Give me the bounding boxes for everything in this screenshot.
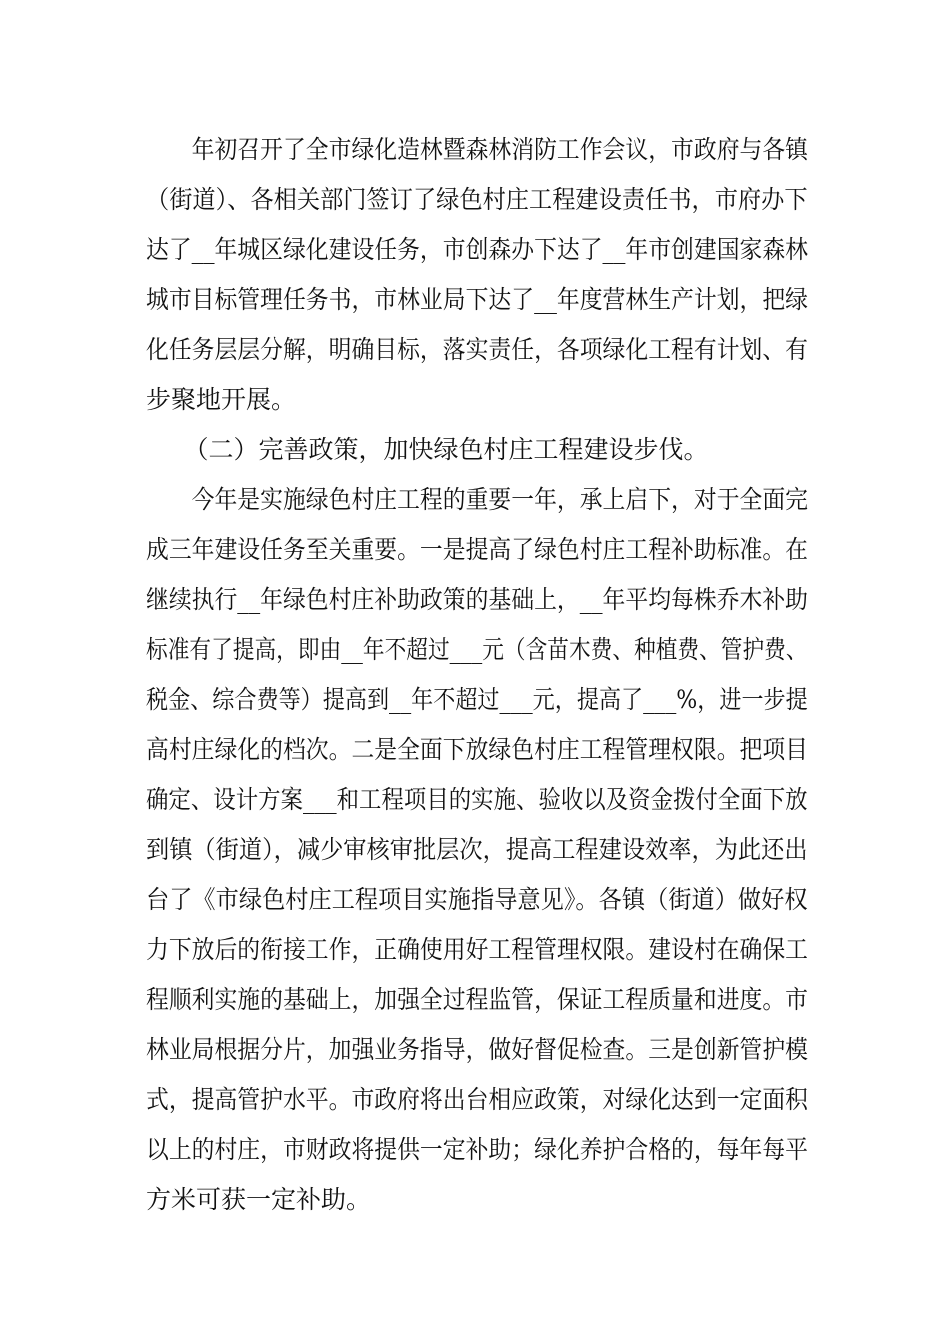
text-line: 年初召开了全市绿化造林暨森林消防工作会议，市政府与各镇 [146,135,809,164]
text-line: 程顺利实施的基础上，加强全过程监管，保证工程质量和进度。市 [146,985,809,1014]
text-line: 达了__年城区绿化建设任务，市创森办下达了__年市创建国家森林 [146,235,809,264]
text-line: 方米可获一定补助。 [146,1185,372,1214]
text-line: 今年是实施绿色村庄工程的重要一年，承上启下，对于全面完 [146,485,809,514]
text-line: 标准有了提高，即由__年不超过___元（含苗木费、种植费、管护费、 [146,635,808,664]
text-line: 步聚地开展。 [146,385,297,414]
text-line: 林业局根据分片，加强业务指导，做好督促检查。三是创新管护模 [146,1035,809,1064]
text-line: 城市目标管理任务书，市林业局下达了__年度营林生产计划，把绿 [146,285,809,314]
text-line: 以上的村庄，市财政将提供一定补助；绿化养护合格的，每年每平 [146,1135,809,1164]
text-line: 到镇（街道），减少审核审批层次，提高工程建设效率，为此还出 [146,835,808,864]
text-line: （街道）、各相关部门签订了绿色村庄工程建设责任书，市府办下 [146,185,808,214]
text-line: 税金、综合费等）提高到__年不超过___元，提高了___%，进一步提 [146,685,808,714]
text-line: 高村庄绿化的档次。二是全面下放绿色村庄工程管理权限。把项目 [146,735,809,764]
text-line: 继续执行__年绿色村庄补助政策的基础上，__年平均每株乔木补助 [146,585,809,614]
text-line: 化任务层层分解，明确目标，落实责任，各项绿化工程有计划、有 [146,335,809,364]
text-line: 力下放后的衔接工作，正确使用好工程管理权限。建设村在确保工 [146,935,809,964]
text-line: 确定、设计方案___和工程项目的实施、验收以及资金拨付全面下放 [146,785,808,814]
text-line: 式，提高管护水平。市政府将出台相应政策，对绿化达到一定面积 [146,1085,809,1114]
text-line: 台了《市绿色村庄工程项目实施指导意见》。各镇（街道）做好权 [146,885,808,914]
text-line: 成三年建设任务至关重要。一是提高了绿色村庄工程补助标准。在 [146,535,809,564]
section-heading: （二）完善政策，加快绿色村庄工程建设步伐。 [146,435,709,464]
